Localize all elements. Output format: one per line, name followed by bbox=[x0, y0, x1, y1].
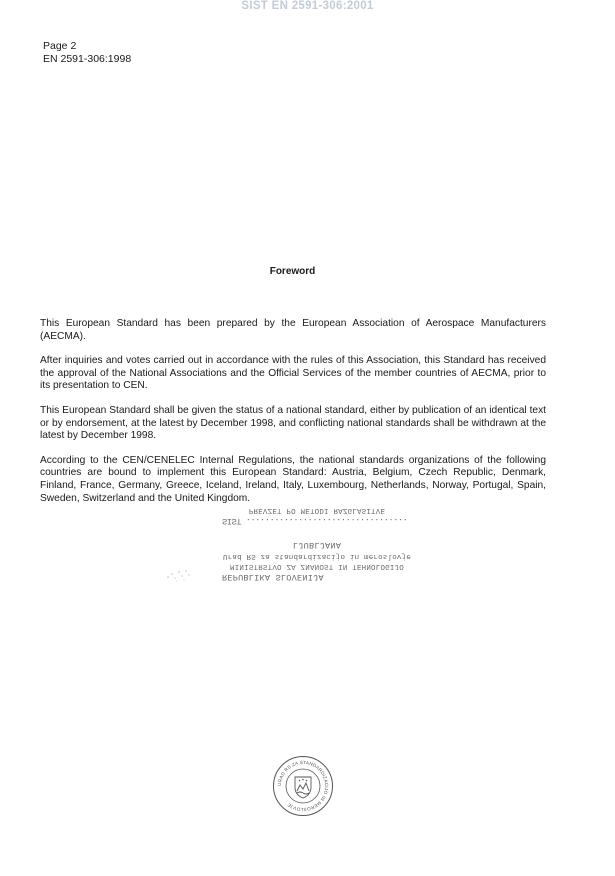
watermark-code: SIST EN 2591-306:2001 bbox=[241, 0, 374, 12]
paragraph: This European Standard has been prepared by the European Association of Aerospace Manufacturers (AECMA). bbox=[40, 318, 546, 342]
stamp-line: PREVZET PO METODI RAZGLASITVE bbox=[248, 506, 386, 515]
rubber-stamp bbox=[222, 505, 412, 582]
stamp-line: MINISTRSTVO ZA ZNANOST IN TEHNOLOGIJO bbox=[230, 562, 404, 571]
ink-specks bbox=[160, 565, 200, 585]
paragraph: This European Standard shall be given the status of a national standard, either by publication of an identical text or by endorsement, at the latest by December 1998, and conflicting national standards shall be withdrawn at the latest by December 1998. bbox=[40, 404, 546, 442]
paragraph: According to the CEN/CENELEC Internal Regulations, the national standards organizations of the following countries are bound to implement this European Standard: Austria, Belgium, Czech Republic, Denmark, Finland, France, Germany, Greece, Iceland, Ireland, Italy, Luxembourg, Netherlands, Norway, Portugal, Spain, Sweden, Switzerland and the United Kingdom. bbox=[40, 454, 546, 504]
page-number: Page 2 bbox=[43, 40, 77, 52]
official-seal bbox=[272, 755, 334, 817]
document-reference: EN 2591-306:1998 bbox=[43, 53, 132, 65]
stamp-line: Urad RS za standardizacijo in meroslovje bbox=[222, 552, 412, 560]
seal-text: URAD RS ZA STANDARDIZACIJO IN MEROSLOVJE bbox=[276, 759, 330, 813]
foreword-body bbox=[40, 318, 546, 517]
page-header bbox=[43, 40, 131, 66]
seal-outer-ring bbox=[274, 757, 333, 816]
stamp-line: SIST .................................. bbox=[222, 516, 408, 526]
seal-stars bbox=[299, 779, 308, 782]
stamp-line: LJUBLJANA bbox=[292, 540, 342, 551]
foreword-title: Foreword bbox=[269, 266, 316, 277]
stamp-line: REPUBLIKA SLOVENIJA bbox=[222, 572, 324, 582]
paragraph: After inquiries and votes carried out in accordance with the rules of this Association, this Standard has received the approval of the National Associations and the Official Services of the member countries of AECMA, prior to its presentation to CEN. bbox=[40, 355, 546, 392]
